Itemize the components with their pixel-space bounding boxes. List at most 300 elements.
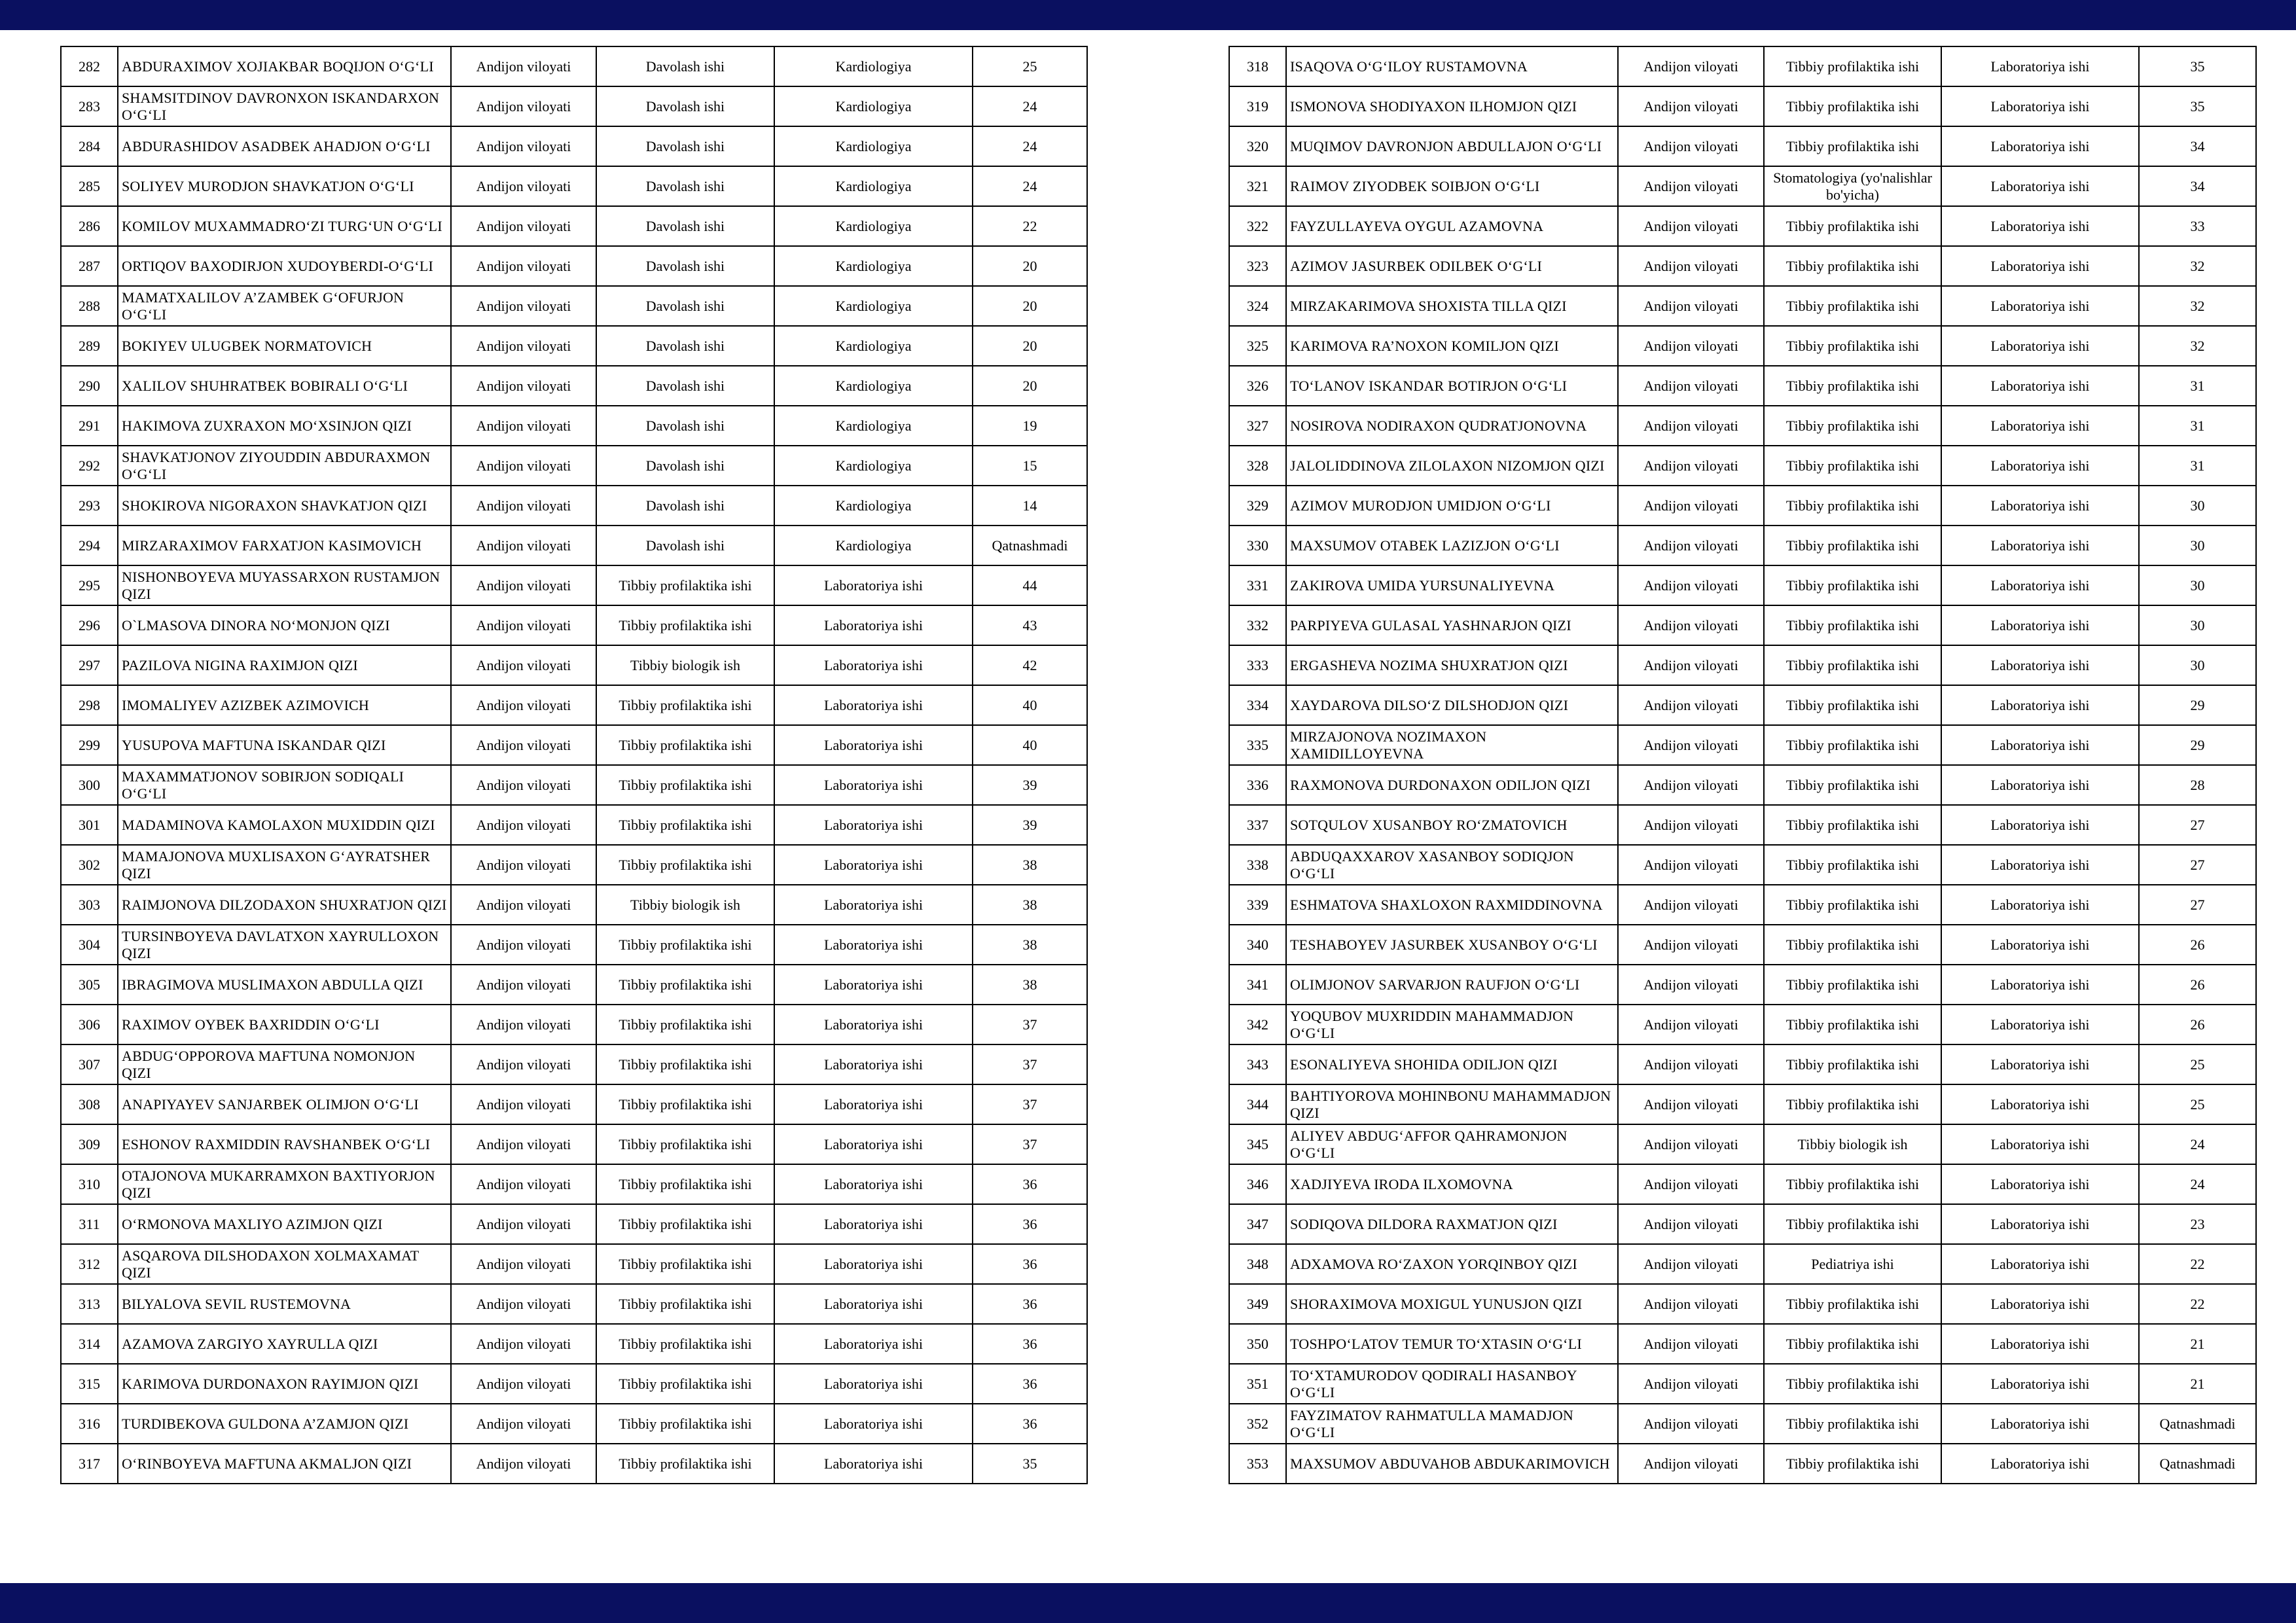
- table-row: [1229, 326, 2256, 366]
- direction-cell: Laboratoriya ishi: [1941, 46, 2139, 86]
- row-number-cell: 310: [61, 1164, 118, 1204]
- specialty-cell: Tibbiy profilaktika ishi: [1764, 406, 1941, 446]
- table-row: [61, 565, 1087, 605]
- region-cell: Andijon viloyati: [451, 845, 596, 885]
- direction-cell: Laboratoriya ishi: [1941, 1244, 2139, 1284]
- direction-cell: Laboratoriya ishi: [1941, 206, 2139, 246]
- row-number-cell: 304: [61, 925, 118, 965]
- score-cell: 14: [973, 486, 1087, 526]
- score-cell: 38: [973, 965, 1087, 1005]
- full-name-cell: SOLIYEV MURODJON SHAVKATJON O‘G‘LI: [118, 166, 451, 206]
- region-cell: Andijon viloyati: [451, 1244, 596, 1284]
- specialty-cell: Tibbiy profilaktika ishi: [596, 565, 774, 605]
- specialty-cell: Tibbiy profilaktika ishi: [1764, 1204, 1941, 1244]
- row-number-cell: 330: [1229, 526, 1286, 565]
- specialty-cell: Tibbiy profilaktika ishi: [596, 965, 774, 1005]
- direction-cell: Laboratoriya ishi: [774, 1284, 973, 1324]
- table-row: [1229, 446, 2256, 486]
- row-number-cell: 319: [1229, 86, 1286, 126]
- region-cell: Andijon viloyati: [1618, 965, 1764, 1005]
- specialty-cell: Tibbiy profilaktika ishi: [596, 1444, 774, 1484]
- direction-cell: Laboratoriya ishi: [1941, 1124, 2139, 1164]
- direction-cell: Kardiologiya: [774, 286, 973, 326]
- row-number-cell: 302: [61, 845, 118, 885]
- score-cell: 25: [2139, 1044, 2256, 1084]
- region-cell: Andijon viloyati: [1618, 925, 1764, 965]
- full-name-cell: JALOLIDDINOVA ZILOLAXON NIZOMJON QIZI: [1286, 446, 1618, 486]
- row-number-cell: 336: [1229, 765, 1286, 805]
- direction-cell: Laboratoriya ishi: [774, 565, 973, 605]
- direction-cell: Kardiologiya: [774, 126, 973, 166]
- region-cell: Andijon viloyati: [1618, 446, 1764, 486]
- region-cell: Andijon viloyati: [1618, 326, 1764, 366]
- table-row: [61, 46, 1087, 86]
- table-row: [1229, 166, 2256, 206]
- full-name-cell: FAYZULLAYEVA OYGUL AZAMOVNA: [1286, 206, 1618, 246]
- region-cell: Andijon viloyati: [451, 246, 596, 286]
- region-cell: Andijon viloyati: [1618, 166, 1764, 206]
- row-number-cell: 324: [1229, 286, 1286, 326]
- table-row: [61, 206, 1087, 246]
- specialty-cell: Tibbiy profilaktika ishi: [1764, 805, 1941, 845]
- direction-cell: Laboratoriya ishi: [774, 1005, 973, 1044]
- region-cell: Andijon viloyati: [451, 206, 596, 246]
- full-name-cell: ESHMATOVA SHAXLOXON RAXMIDDINOVNA: [1286, 885, 1618, 925]
- table-row: [61, 965, 1087, 1005]
- direction-cell: Laboratoriya ishi: [1941, 1044, 2139, 1084]
- row-number-cell: 312: [61, 1244, 118, 1284]
- full-name-cell: MAXAMMATJONOV SOBIRJON SODIQALI O‘G‘LI: [118, 765, 451, 805]
- table-row: [61, 645, 1087, 685]
- score-cell: 26: [2139, 1005, 2256, 1044]
- specialty-cell: Tibbiy profilaktika ishi: [596, 805, 774, 845]
- score-cell: 24: [973, 166, 1087, 206]
- region-cell: Andijon viloyati: [1618, 486, 1764, 526]
- score-cell: 35: [2139, 86, 2256, 126]
- direction-cell: Laboratoriya ishi: [774, 645, 973, 685]
- specialty-cell: Tibbiy profilaktika ishi: [1764, 86, 1941, 126]
- row-number-cell: 288: [61, 286, 118, 326]
- specialty-cell: Davolash ishi: [596, 86, 774, 126]
- score-cell: 24: [973, 126, 1087, 166]
- score-cell: 36: [973, 1284, 1087, 1324]
- score-cell: 38: [973, 885, 1087, 925]
- direction-cell: Laboratoriya ishi: [1941, 1164, 2139, 1204]
- full-name-cell: KARIMOVA DURDONAXON RAYIMJON QIZI: [118, 1364, 451, 1404]
- full-name-cell: BAHTIYOROVA MOHINBONU MAHAMMADJON QIZI: [1286, 1084, 1618, 1124]
- direction-cell: Laboratoriya ishi: [1941, 1404, 2139, 1444]
- direction-cell: Laboratoriya ishi: [1941, 366, 2139, 406]
- row-number-cell: 345: [1229, 1124, 1286, 1164]
- specialty-cell: Tibbiy profilaktika ishi: [596, 845, 774, 885]
- region-cell: Andijon viloyati: [1618, 845, 1764, 885]
- table-row: [1229, 1124, 2256, 1164]
- specialty-cell: Tibbiy profilaktika ishi: [1764, 1444, 1941, 1484]
- row-number-cell: 353: [1229, 1444, 1286, 1484]
- score-cell: 34: [2139, 126, 2256, 166]
- specialty-cell: Tibbiy profilaktika ishi: [596, 1244, 774, 1284]
- region-cell: Andijon viloyati: [451, 1364, 596, 1404]
- region-cell: Andijon viloyati: [1618, 725, 1764, 765]
- row-number-cell: 287: [61, 246, 118, 286]
- table-row: [61, 725, 1087, 765]
- direction-cell: Laboratoriya ishi: [774, 1404, 973, 1444]
- direction-cell: Laboratoriya ishi: [1941, 1084, 2139, 1124]
- direction-cell: Laboratoriya ishi: [774, 765, 973, 805]
- full-name-cell: MAXSUMOV ABDUVAHOB ABDUKARIMOVICH: [1286, 1444, 1618, 1484]
- direction-cell: Laboratoriya ishi: [1941, 1364, 2139, 1404]
- row-number-cell: 307: [61, 1044, 118, 1084]
- table-row: [61, 1124, 1087, 1164]
- score-cell: 39: [973, 805, 1087, 845]
- row-number-cell: 352: [1229, 1404, 1286, 1444]
- direction-cell: Laboratoriya ishi: [1941, 1284, 2139, 1324]
- region-cell: Andijon viloyati: [451, 1044, 596, 1084]
- specialty-cell: Tibbiy profilaktika ishi: [1764, 925, 1941, 965]
- full-name-cell: AZIMOV JASURBEK ODILBEK O‘G‘LI: [1286, 246, 1618, 286]
- direction-cell: Laboratoriya ishi: [774, 1084, 973, 1124]
- table-row: [61, 1244, 1087, 1284]
- region-cell: Andijon viloyati: [1618, 526, 1764, 565]
- results-table-right: [1229, 46, 2257, 1484]
- direction-cell: Laboratoriya ishi: [774, 885, 973, 925]
- table-row: [61, 845, 1087, 885]
- row-number-cell: 299: [61, 725, 118, 765]
- direction-cell: Kardiologiya: [774, 326, 973, 366]
- region-cell: Andijon viloyati: [1618, 605, 1764, 645]
- region-cell: Andijon viloyati: [451, 1284, 596, 1324]
- specialty-cell: Davolash ishi: [596, 126, 774, 166]
- table-row: [61, 326, 1087, 366]
- specialty-cell: Tibbiy profilaktika ishi: [1764, 645, 1941, 685]
- row-number-cell: 289: [61, 326, 118, 366]
- full-name-cell: RAXMONOVA DURDONAXON ODILJON QIZI: [1286, 765, 1618, 805]
- table-row: [1229, 1364, 2256, 1404]
- table-row: [1229, 86, 2256, 126]
- row-number-cell: 331: [1229, 565, 1286, 605]
- table-row: [61, 166, 1087, 206]
- full-name-cell: PARPIYEVA GULASAL YASHNARJON QIZI: [1286, 605, 1618, 645]
- full-name-cell: O`LMASOVA DINORA NO‘MONJON QIZI: [118, 605, 451, 645]
- direction-cell: Laboratoriya ishi: [774, 1244, 973, 1284]
- table-row: [1229, 1284, 2256, 1324]
- specialty-cell: Tibbiy profilaktika ishi: [1764, 685, 1941, 725]
- row-number-cell: 329: [1229, 486, 1286, 526]
- specialty-cell: Tibbiy profilaktika ishi: [596, 1324, 774, 1364]
- row-number-cell: 323: [1229, 246, 1286, 286]
- full-name-cell: SODIQOVA DILDORA RAXMATJON QIZI: [1286, 1204, 1618, 1244]
- table-row: [61, 1444, 1087, 1484]
- full-name-cell: MUQIMOV DAVRONJON ABDULLAJON O‘G‘LI: [1286, 126, 1618, 166]
- specialty-cell: Tibbiy profilaktika ishi: [596, 1364, 774, 1404]
- region-cell: Andijon viloyati: [451, 965, 596, 1005]
- full-name-cell: ESONALIYEVA SHOHIDA ODILJON QIZI: [1286, 1044, 1618, 1084]
- row-number-cell: 337: [1229, 805, 1286, 845]
- score-cell: 21: [2139, 1324, 2256, 1364]
- row-number-cell: 290: [61, 366, 118, 406]
- specialty-cell: Tibbiy profilaktika ishi: [596, 1164, 774, 1204]
- full-name-cell: SHAVKATJONOV ZIYOUDDIN ABDURAXMON O‘G‘LI: [118, 446, 451, 486]
- score-cell: 37: [973, 1124, 1087, 1164]
- full-name-cell: MIRZARAXIMOV FARXATJON KASIMOVICH: [118, 526, 451, 565]
- row-number-cell: 291: [61, 406, 118, 446]
- score-cell: 31: [2139, 446, 2256, 486]
- score-cell: 36: [973, 1244, 1087, 1284]
- row-number-cell: 301: [61, 805, 118, 845]
- score-cell: 31: [2139, 366, 2256, 406]
- score-cell: 40: [973, 685, 1087, 725]
- specialty-cell: Tibbiy profilaktika ishi: [596, 725, 774, 765]
- row-number-cell: 296: [61, 605, 118, 645]
- score-cell: 31: [2139, 406, 2256, 446]
- row-number-cell: 326: [1229, 366, 1286, 406]
- table-row: [1229, 1044, 2256, 1084]
- direction-cell: Laboratoriya ishi: [774, 1324, 973, 1364]
- direction-cell: Laboratoriya ishi: [1941, 725, 2139, 765]
- region-cell: Andijon viloyati: [451, 366, 596, 406]
- region-cell: Andijon viloyati: [451, 486, 596, 526]
- full-name-cell: ABDUQAXXAROV XASANBOY SODIQJON O‘G‘LI: [1286, 845, 1618, 885]
- score-cell: 35: [2139, 46, 2256, 86]
- specialty-cell: Tibbiy profilaktika ishi: [1764, 765, 1941, 805]
- direction-cell: Laboratoriya ishi: [1941, 1444, 2139, 1484]
- full-name-cell: O‘RINBOYEVA MAFTUNA AKMALJON QIZI: [118, 1444, 451, 1484]
- region-cell: Andijon viloyati: [451, 925, 596, 965]
- direction-cell: Laboratoriya ishi: [1941, 1324, 2139, 1364]
- full-name-cell: TOSHPO‘LATOV TEMUR TO‘XTASIN O‘G‘LI: [1286, 1324, 1618, 1364]
- score-cell: 22: [2139, 1284, 2256, 1324]
- full-name-cell: ANAPIYAYEV SANJARBEK OLIMJON O‘G‘LI: [118, 1084, 451, 1124]
- direction-cell: Laboratoriya ishi: [774, 845, 973, 885]
- full-name-cell: RAIMJONOVA DILZODAXON SHUXRATJON QIZI: [118, 885, 451, 925]
- score-cell: 27: [2139, 885, 2256, 925]
- score-cell: 22: [2139, 1244, 2256, 1284]
- score-cell: 20: [973, 286, 1087, 326]
- full-name-cell: XADJIYEVA IRODA ILXOMOVNA: [1286, 1164, 1618, 1204]
- score-cell: 20: [973, 366, 1087, 406]
- specialty-cell: Davolash ishi: [596, 246, 774, 286]
- full-name-cell: ABDURASHIDOV ASADBEK AHADJON O‘G‘LI: [118, 126, 451, 166]
- direction-cell: Laboratoriya ishi: [774, 1364, 973, 1404]
- direction-cell: Laboratoriya ishi: [774, 605, 973, 645]
- score-cell: 42: [973, 645, 1087, 685]
- specialty-cell: Tibbiy profilaktika ishi: [596, 1124, 774, 1164]
- full-name-cell: ABDURAXIMOV XOJIAKBAR BOQIJON O‘G‘LI: [118, 46, 451, 86]
- row-number-cell: 341: [1229, 965, 1286, 1005]
- score-cell: 30: [2139, 645, 2256, 685]
- direction-cell: Laboratoriya ishi: [774, 925, 973, 965]
- score-cell: 32: [2139, 246, 2256, 286]
- full-name-cell: MAMAJONOVA MUXLISAXON G‘AYRATSHER QIZI: [118, 845, 451, 885]
- region-cell: Andijon viloyati: [451, 166, 596, 206]
- table-row: [1229, 845, 2256, 885]
- results-table-left: [60, 46, 1088, 1484]
- full-name-cell: AZIMOV MURODJON UMIDJON O‘G‘LI: [1286, 486, 1618, 526]
- full-name-cell: YOQUBOV MUXRIDDIN MAHAMMADJON O‘G‘LI: [1286, 1005, 1618, 1044]
- full-name-cell: ABDUG‘OPPOROVA MAFTUNA NOMONJON QIZI: [118, 1044, 451, 1084]
- score-cell: 37: [973, 1044, 1087, 1084]
- full-name-cell: TURSINBOYEVA DAVLATXON XAYRULLOXON QIZI: [118, 925, 451, 965]
- region-cell: Andijon viloyati: [1618, 1284, 1764, 1324]
- table-body: [1229, 46, 2256, 1484]
- region-cell: Andijon viloyati: [451, 86, 596, 126]
- direction-cell: Kardiologiya: [774, 366, 973, 406]
- full-name-cell: TO‘XTAMURODOV QODIRALI HASANBOY O‘G‘LI: [1286, 1364, 1618, 1404]
- table-row: [61, 1044, 1087, 1084]
- score-cell: Qatnashmadi: [2139, 1404, 2256, 1444]
- specialty-cell: Tibbiy profilaktika ishi: [1764, 286, 1941, 326]
- specialty-cell: Tibbiy profilaktika ishi: [1764, 246, 1941, 286]
- specialty-cell: Tibbiy profilaktika ishi: [596, 1284, 774, 1324]
- direction-cell: Laboratoriya ishi: [774, 685, 973, 725]
- direction-cell: Laboratoriya ishi: [1941, 605, 2139, 645]
- table-row: [61, 486, 1087, 526]
- row-number-cell: 346: [1229, 1164, 1286, 1204]
- region-cell: Andijon viloyati: [1618, 1364, 1764, 1404]
- region-cell: Andijon viloyati: [1618, 1164, 1764, 1204]
- table-row: [1229, 565, 2256, 605]
- score-cell: 36: [973, 1364, 1087, 1404]
- specialty-cell: Tibbiy profilaktika ishi: [1764, 1404, 1941, 1444]
- table-row: [61, 446, 1087, 486]
- full-name-cell: SHOKIROVA NIGORAXON SHAVKATJON QIZI: [118, 486, 451, 526]
- row-number-cell: 282: [61, 46, 118, 86]
- specialty-cell: Tibbiy profilaktika ishi: [1764, 1284, 1941, 1324]
- table-row: [61, 685, 1087, 725]
- row-number-cell: 349: [1229, 1284, 1286, 1324]
- score-cell: 23: [2139, 1204, 2256, 1244]
- direction-cell: Laboratoriya ishi: [1941, 326, 2139, 366]
- score-cell: Qatnashmadi: [2139, 1444, 2256, 1484]
- score-cell: 15: [973, 446, 1087, 486]
- direction-cell: Laboratoriya ishi: [774, 1044, 973, 1084]
- direction-cell: Laboratoriya ishi: [774, 965, 973, 1005]
- full-name-cell: TESHABOYEV JASURBEK XUSANBOY O‘G‘LI: [1286, 925, 1618, 965]
- score-cell: 25: [973, 46, 1087, 86]
- table-row: [1229, 526, 2256, 565]
- region-cell: Andijon viloyati: [1618, 765, 1764, 805]
- score-cell: 24: [2139, 1164, 2256, 1204]
- row-number-cell: 333: [1229, 645, 1286, 685]
- direction-cell: Kardiologiya: [774, 246, 973, 286]
- full-name-cell: HAKIMOVA ZUXRAXON MO‘XSINJON QIZI: [118, 406, 451, 446]
- table-row: [61, 526, 1087, 565]
- score-cell: Qatnashmadi: [973, 526, 1087, 565]
- specialty-cell: Tibbiy profilaktika ishi: [1764, 526, 1941, 565]
- top-band: [0, 0, 2296, 30]
- full-name-cell: ADXAMOVA RO‘ZAXON YORQINBOY QIZI: [1286, 1244, 1618, 1284]
- full-name-cell: SHAMSITDINOV DAVRONXON ISKANDARXON O‘G‘LI: [118, 86, 451, 126]
- full-name-cell: MADAMINOVA KAMOLAXON MUXIDDIN QIZI: [118, 805, 451, 845]
- specialty-cell: Davolash ishi: [596, 366, 774, 406]
- full-name-cell: MIRZAKARIMOVA SHOXISTA TILLA QIZI: [1286, 286, 1618, 326]
- specialty-cell: Tibbiy profilaktika ishi: [596, 765, 774, 805]
- direction-cell: Laboratoriya ishi: [1941, 885, 2139, 925]
- table-row: [61, 1324, 1087, 1364]
- specialty-cell: Tibbiy biologik ish: [596, 885, 774, 925]
- direction-cell: Laboratoriya ishi: [1941, 526, 2139, 565]
- specialty-cell: Stomatologiya (yo'nalishlar bo'yicha): [1764, 166, 1941, 206]
- region-cell: Andijon viloyati: [451, 1005, 596, 1044]
- score-cell: 30: [2139, 565, 2256, 605]
- score-cell: 44: [973, 565, 1087, 605]
- row-number-cell: 285: [61, 166, 118, 206]
- specialty-cell: Tibbiy profilaktika ishi: [1764, 845, 1941, 885]
- region-cell: Andijon viloyati: [451, 406, 596, 446]
- score-cell: 29: [2139, 725, 2256, 765]
- region-cell: Andijon viloyati: [1618, 406, 1764, 446]
- score-cell: 25: [2139, 1084, 2256, 1124]
- table-row: [1229, 286, 2256, 326]
- full-name-cell: IBRAGIMOVA MUSLIMAXON ABDULLA QIZI: [118, 965, 451, 1005]
- specialty-cell: Tibbiy profilaktika ishi: [1764, 206, 1941, 246]
- specialty-cell: Tibbiy profilaktika ishi: [1764, 1044, 1941, 1084]
- specialty-cell: Tibbiy biologik ish: [1764, 1124, 1941, 1164]
- specialty-cell: Davolash ishi: [596, 206, 774, 246]
- region-cell: Andijon viloyati: [451, 605, 596, 645]
- table-row: [61, 126, 1087, 166]
- region-cell: Andijon viloyati: [1618, 46, 1764, 86]
- table-row: [61, 406, 1087, 446]
- region-cell: Andijon viloyati: [1618, 1404, 1764, 1444]
- region-cell: Andijon viloyati: [1618, 1324, 1764, 1364]
- full-name-cell: IMOMALIYEV AZIZBEK AZIMOVICH: [118, 685, 451, 725]
- direction-cell: Laboratoriya ishi: [774, 1164, 973, 1204]
- full-name-cell: TURDIBEKOVA GULDONA A’ZAMJON QIZI: [118, 1404, 451, 1444]
- specialty-cell: Tibbiy profilaktika ishi: [1764, 725, 1941, 765]
- specialty-cell: Tibbiy profilaktika ishi: [1764, 46, 1941, 86]
- row-number-cell: 300: [61, 765, 118, 805]
- direction-cell: Kardiologiya: [774, 526, 973, 565]
- table-row: [1229, 1005, 2256, 1044]
- score-cell: 32: [2139, 286, 2256, 326]
- region-cell: Andijon viloyati: [451, 1444, 596, 1484]
- table-row: [1229, 246, 2256, 286]
- direction-cell: Laboratoriya ishi: [774, 805, 973, 845]
- full-name-cell: NOSIROVA NODIRAXON QUDRATJONOVNA: [1286, 406, 1618, 446]
- full-name-cell: ASQAROVA DILSHODAXON XOLMAXAMAT QIZI: [118, 1244, 451, 1284]
- row-number-cell: 316: [61, 1404, 118, 1444]
- score-cell: 40: [973, 725, 1087, 765]
- score-cell: 29: [2139, 685, 2256, 725]
- specialty-cell: Tibbiy profilaktika ishi: [1764, 565, 1941, 605]
- full-name-cell: ERGASHEVA NOZIMA SHUXRATJON QIZI: [1286, 645, 1618, 685]
- row-number-cell: 305: [61, 965, 118, 1005]
- direction-cell: Laboratoriya ishi: [1941, 765, 2139, 805]
- full-name-cell: O‘RMONOVA MAXLIYO AZIMJON QIZI: [118, 1204, 451, 1244]
- specialty-cell: Tibbiy profilaktika ishi: [1764, 486, 1941, 526]
- full-name-cell: YUSUPOVA MAFTUNA ISKANDAR QIZI: [118, 725, 451, 765]
- region-cell: Andijon viloyati: [451, 1324, 596, 1364]
- direction-cell: Laboratoriya ishi: [1941, 925, 2139, 965]
- table-row: [61, 366, 1087, 406]
- specialty-cell: Tibbiy profilaktika ishi: [1764, 446, 1941, 486]
- score-cell: 19: [973, 406, 1087, 446]
- direction-cell: Laboratoriya ishi: [1941, 845, 2139, 885]
- full-name-cell: MAMATXALILOV A’ZAMBEK G‘OFURJON O‘G‘LI: [118, 286, 451, 326]
- table-row: [1229, 206, 2256, 246]
- region-cell: Andijon viloyati: [451, 565, 596, 605]
- specialty-cell: Tibbiy profilaktika ishi: [1764, 605, 1941, 645]
- score-cell: 38: [973, 845, 1087, 885]
- region-cell: Andijon viloyati: [1618, 126, 1764, 166]
- region-cell: Andijon viloyati: [451, 1404, 596, 1444]
- row-number-cell: 328: [1229, 446, 1286, 486]
- row-number-cell: 327: [1229, 406, 1286, 446]
- row-number-cell: 283: [61, 86, 118, 126]
- row-number-cell: 320: [1229, 126, 1286, 166]
- specialty-cell: Davolash ishi: [596, 166, 774, 206]
